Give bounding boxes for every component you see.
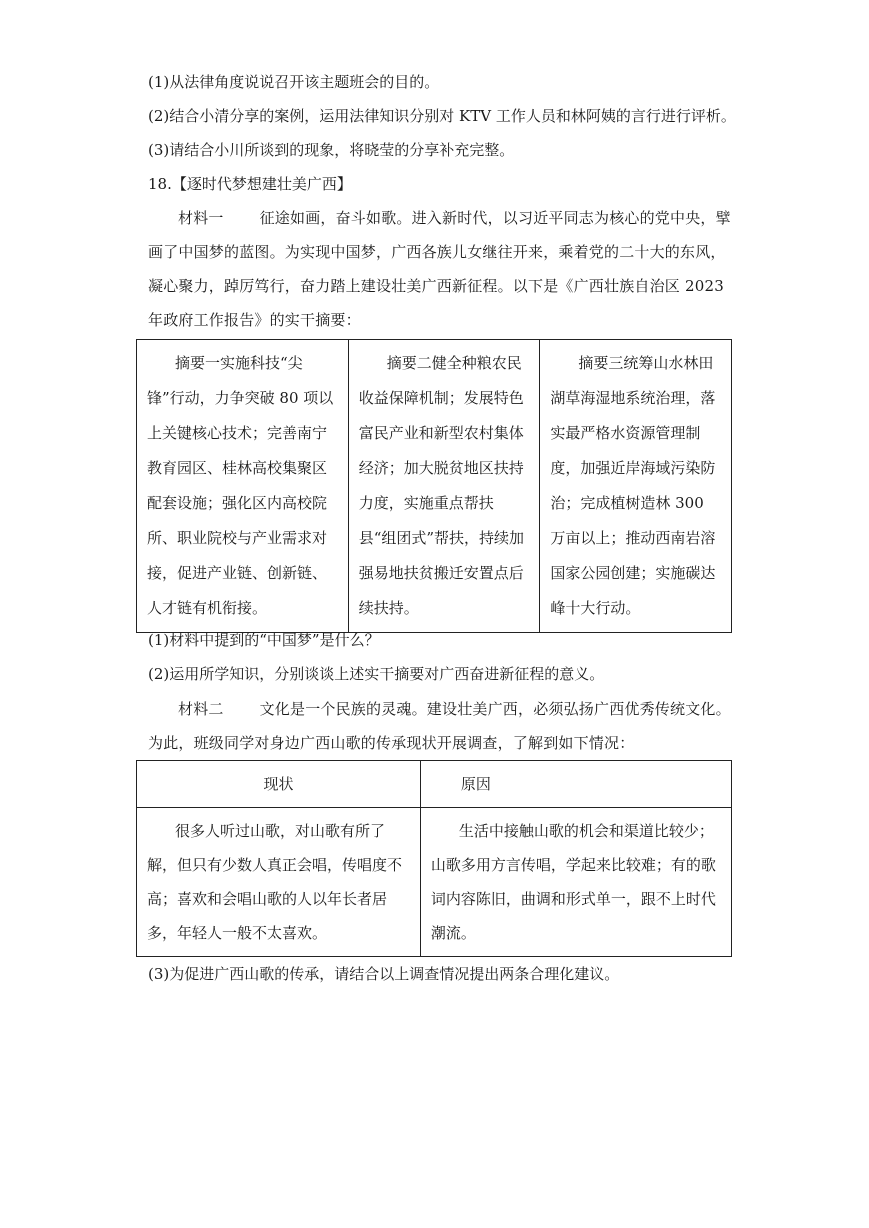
summary-cell-1 (137, 340, 349, 633)
material2-paragraph (148, 692, 734, 760)
material1-paragraph (148, 201, 734, 337)
survey-cell-reason (420, 808, 731, 957)
material2-text: 文化是一个民族的灵魂。建设壮美广西，必须弘扬广西优秀传统文化。为此，班级同学对身边广西山歌的传承现状开展调查，了解到如下情况： (148, 700, 731, 752)
q18-sub3: (3)为促进广西山歌的传承，请结合以上调查情况提出两条合理化建议。 (148, 965, 620, 983)
material1-label: 材料一 (178, 209, 224, 227)
survey-table (136, 760, 732, 957)
summary-1-text: 摘要一实施科技“尖锋”行动，力争突破 80 项以上关键核心技术；完善南宁教育园区、桂林高校集聚区配套设施；强化区内高校院所、职业院校与产业需求对接，促进产业链、创新链、人才链有机衔接。 (147, 354, 334, 617)
summary-3-text: 摘要三统筹山水林田湖草海湿地系统治理，落实最严格水资源管理制度，加强近岸海域污染防治；完成植树造林 300 万亩以上；推动西南岩溶国家公园创建；实施碳达峰十大行动。 (550, 354, 716, 617)
summary-table (136, 339, 732, 633)
material2-label: 材料二 (178, 700, 224, 718)
q17-sub3: (3)请结合小川所谈到的现象，将晓莹的分享补充完整。 (148, 141, 515, 159)
survey-reason-text: 生活中接触山歌的机会和渠道比较少；山歌多用方言传唱，学起来比较难；有的歌词内容陈旧，曲调和形式单一，跟不上时代潮流。 (430, 822, 716, 942)
summary-cell-3 (540, 340, 732, 633)
survey-cell-status (137, 808, 421, 957)
survey-status-text: 很多人听过山歌，对山歌有所了解，但只有少数人真正会唱，传唱度不高；喜欢和会唱山歌的人以年长者居多，年轻人一般不太喜欢。 (147, 822, 403, 942)
survey-header-reason: 原因 (420, 761, 731, 808)
summary-2-text: 摘要二健全种粮农民收益保障机制；发展特色富民产业和新型农村集体经济；加大脱贫地区扶持力度，实施重点帮扶县“组团式”帮扶，持续加强易地扶贫搬迁安置点后续扶持。 (358, 354, 525, 617)
q17-sub2: (2)结合小清分享的案例，运用法律知识分别对 KTV 工作人员和林阿姨的言行进行评析。 (148, 107, 736, 125)
q18-sub1: (1)材料中提到的“中国梦”是什么？ (148, 631, 380, 649)
q17-sub1: (1)从法律角度说说召开该主题班会的目的。 (148, 73, 440, 91)
q18-sub2: (2)运用所学知识，分别谈谈上述实干摘要对广西奋进新征程的意义。 (148, 665, 605, 683)
survey-header-status: 现状 (137, 761, 421, 808)
q18-title: 18.【逐时代梦想建壮美广西】 (148, 175, 352, 193)
material1-text: 征途如画，奋斗如歌。进入新时代，以习近平同志为核心的党中央，擘画了中国梦的蓝图。为实现中国梦，广西各族儿女继往开来，乘着党的二十大的东风，凝心聚力，踔厉笃行，奋力踏上建设壮美广西新征程。以下是《广西壮族自治区 2023 年政府工作报告》的实干摘要： (148, 209, 731, 329)
summary-cell-2 (348, 340, 540, 633)
